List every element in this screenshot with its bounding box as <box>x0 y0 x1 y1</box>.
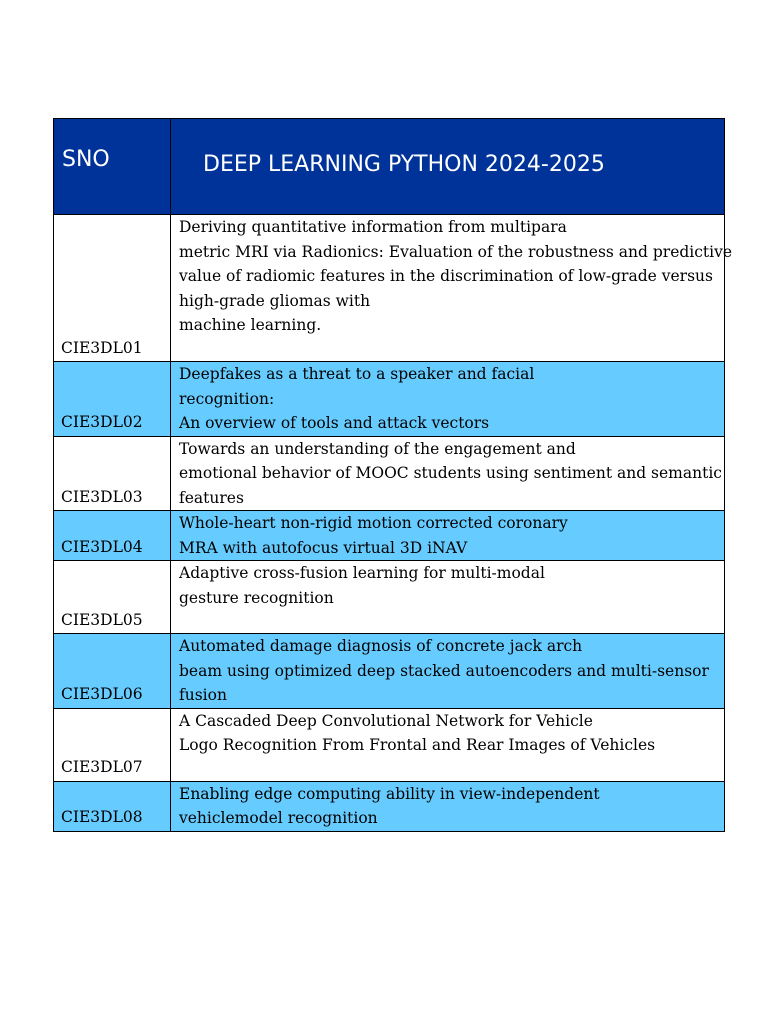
title-line: fusion <box>179 686 227 704</box>
row-title <box>171 215 733 362</box>
table-row <box>54 362 725 437</box>
row-title <box>171 511 725 561</box>
row-sno: CIE3DL07 <box>54 708 171 781</box>
table-row <box>54 215 725 362</box>
title-line: machine learning. <box>179 316 322 334</box>
title-line: Adaptive cross-fusion learning for multi-modal <box>179 564 545 582</box>
title-line: A Cascaded Deep Convolutional Network for Vehicle <box>179 711 593 730</box>
project-list-table <box>53 118 733 832</box>
title-line: beam using optimized deep stacked autoencoders and multi-sensor <box>179 661 709 680</box>
row-sno: CIE3DL01 <box>54 215 171 362</box>
title-line: features <box>179 488 244 507</box>
row-title <box>171 436 725 511</box>
table-row <box>54 634 725 709</box>
row-sno: CIE3DL02 <box>54 362 171 437</box>
title-line: Logo Recognition From Frontal and Rear Images of Vehicles <box>179 736 656 754</box>
row-sno: CIE3DL06 <box>54 634 171 709</box>
row-sno: CIE3DL03 <box>54 436 171 511</box>
title-line: An overview of tools and attack vectors <box>179 414 490 432</box>
title-line: metric MRI via Radionics: Evaluation of the robustness and predictive <box>179 242 733 261</box>
row-sno: CIE3DL05 <box>54 561 171 634</box>
row-title <box>171 634 725 709</box>
row-sno: CIE3DL08 <box>54 781 171 831</box>
header-sno: SNO <box>54 119 171 215</box>
table-row <box>54 708 725 781</box>
table-header-row <box>54 119 725 215</box>
row-title <box>171 362 725 437</box>
table-row <box>54 436 725 511</box>
title-line: Whole-heart non-rigid motion corrected coronary <box>179 514 568 532</box>
title-line: emotional behavior of MOOC students using sentiment and semantic <box>179 464 722 482</box>
title-line: Automated damage diagnosis of concrete jack arch <box>179 637 583 655</box>
header-title: DEEP LEARNING PYTHON 2024-2025 <box>171 119 725 215</box>
title-line: MRA with autofocus virtual 3D iNAV <box>179 538 468 557</box>
title-line: Enabling edge computing ability in view-independent <box>179 784 600 803</box>
title-line: Towards an understanding of the engagement and <box>179 439 576 458</box>
table-row <box>54 781 725 831</box>
row-title <box>171 708 725 781</box>
title-line: recognition: <box>179 389 275 408</box>
table-row <box>54 511 725 561</box>
title-line: gesture recognition <box>179 588 334 607</box>
row-sno: CIE3DL04 <box>54 511 171 561</box>
title-line: Deepfakes as a threat to a speaker and facial <box>179 365 535 383</box>
title-line: vehiclemodel recognition <box>179 809 378 827</box>
title-line: value of radiomic features in the discrimination of low-grade versus <box>179 267 713 285</box>
row-title <box>171 781 725 831</box>
title-line: Deriving quantitative information from multipara <box>179 218 567 236</box>
row-title <box>171 561 725 634</box>
table-row <box>54 561 725 634</box>
title-line: high-grade gliomas with <box>179 291 371 310</box>
